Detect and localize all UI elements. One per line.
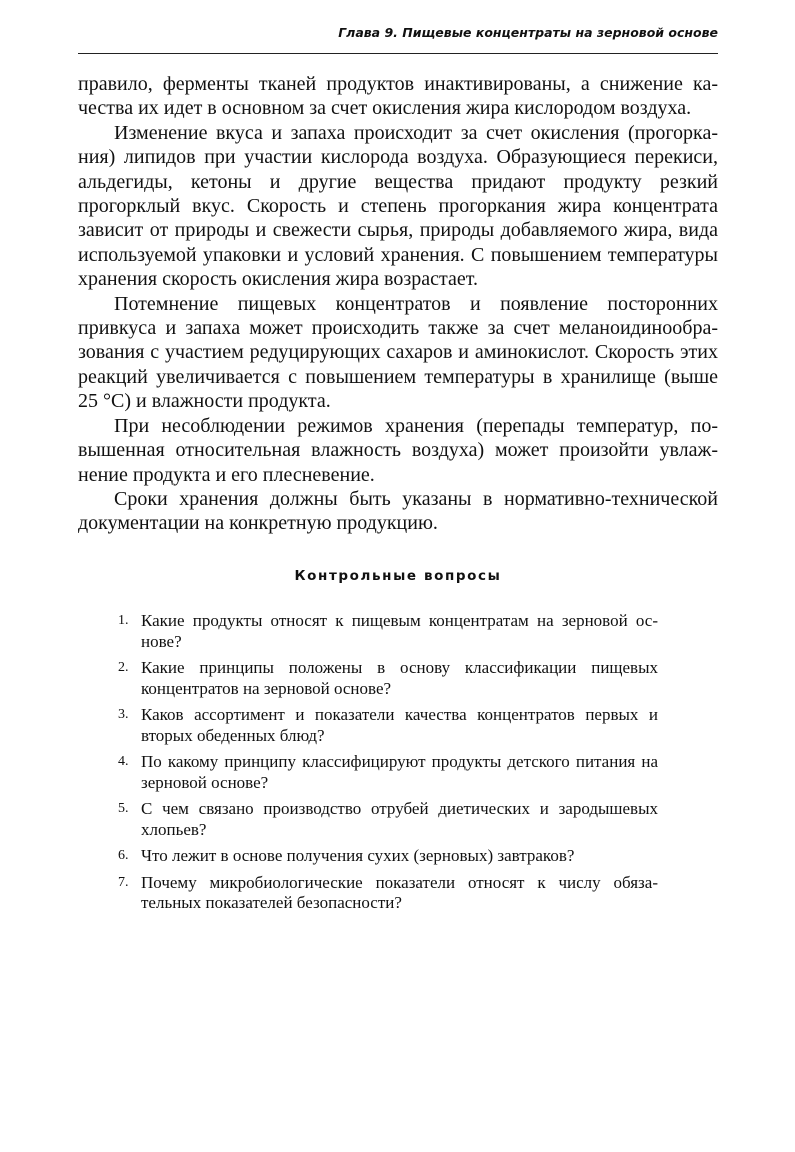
question-text: С чем связано производство отрубей диетических и зародышевых хлопьев? <box>141 799 658 839</box>
paragraph-2: Изменение вкуса и запаха происходит за счет окисления (прогоркания) липидов при участии кислорода воздуха. Образующиеся перекиси, альдегиды, кетоны и другие вещества придают продукту резкий прогорклый вкус. Скорость и степень прогоркания жира концентрата зависит от природы и свежести сырья, природы добавляемого жира, вида используемой упаковки и условий хранения. С повышением температуры хранения скорость окисления жира возрастает. <box>78 121 718 291</box>
question-number: 6. <box>118 848 129 863</box>
paragraph-5: Сроки хранения должны быть указаны в нормативно-технической документации на конкретную продукцию. <box>78 487 718 535</box>
section-heading-review-questions: Контрольные вопросы <box>294 568 502 584</box>
question-text: Почему микробиологические показатели относят к числу обязательных показателей безопасности? <box>141 872 658 912</box>
questions-list <box>118 611 658 920</box>
question-item <box>118 846 658 867</box>
question-text: Какие принципы положены в основу классификации пищевых концентратов на зерновой основе? <box>141 658 658 698</box>
question-number: 2. <box>118 660 129 675</box>
question-number: 1. <box>118 613 129 628</box>
paragraph-4: При несоблюдении режимов хранения (перепады температур, повышенная относительная влажность воздуха) может произойти увлажнение продукта и его плесневение. <box>78 414 718 486</box>
question-text: Каков ассортимент и показатели качества концентратов первых и вторых обеденных блюд? <box>141 705 658 745</box>
paragraph-1: правило, ферменты тканей продуктов инактивированы, а снижение качества их идет в основном за счет окисления жира кислородом воздуха. <box>78 73 718 120</box>
body-text <box>78 72 718 536</box>
question-number: 4. <box>118 754 129 769</box>
question-number: 7. <box>118 874 129 890</box>
question-item <box>118 752 658 793</box>
question-number: 5. <box>118 801 129 816</box>
running-head: Глава 9. Пищевые концентраты на зерновой основе <box>338 25 718 40</box>
question-item <box>118 705 658 746</box>
question-number: 3. <box>118 707 129 722</box>
question-text: Какие продукты относят к пищевым концентратам на зерновой основе? <box>141 611 658 651</box>
question-text: Что лежит в основе получения сухих (зерновых) завтраков? <box>141 846 575 865</box>
paragraph-3: Потемнение пищевых концентратов и появление посторонних привкуса и запаха может происходить также за счет меланоидинообразования с участием редуцирующих сахаров и аминокислот. Скорость этих реакций увеличивается с повышением температуры в хранилище (выше 25 °С) и влажности продукта. <box>78 292 718 413</box>
header-rule <box>78 53 718 54</box>
question-item <box>118 799 658 840</box>
question-text: По какому принципу классифицируют продукты детского питания на зерновой основе? <box>141 752 658 792</box>
question-item <box>118 873 658 914</box>
question-item <box>118 658 658 699</box>
question-item <box>118 611 658 652</box>
